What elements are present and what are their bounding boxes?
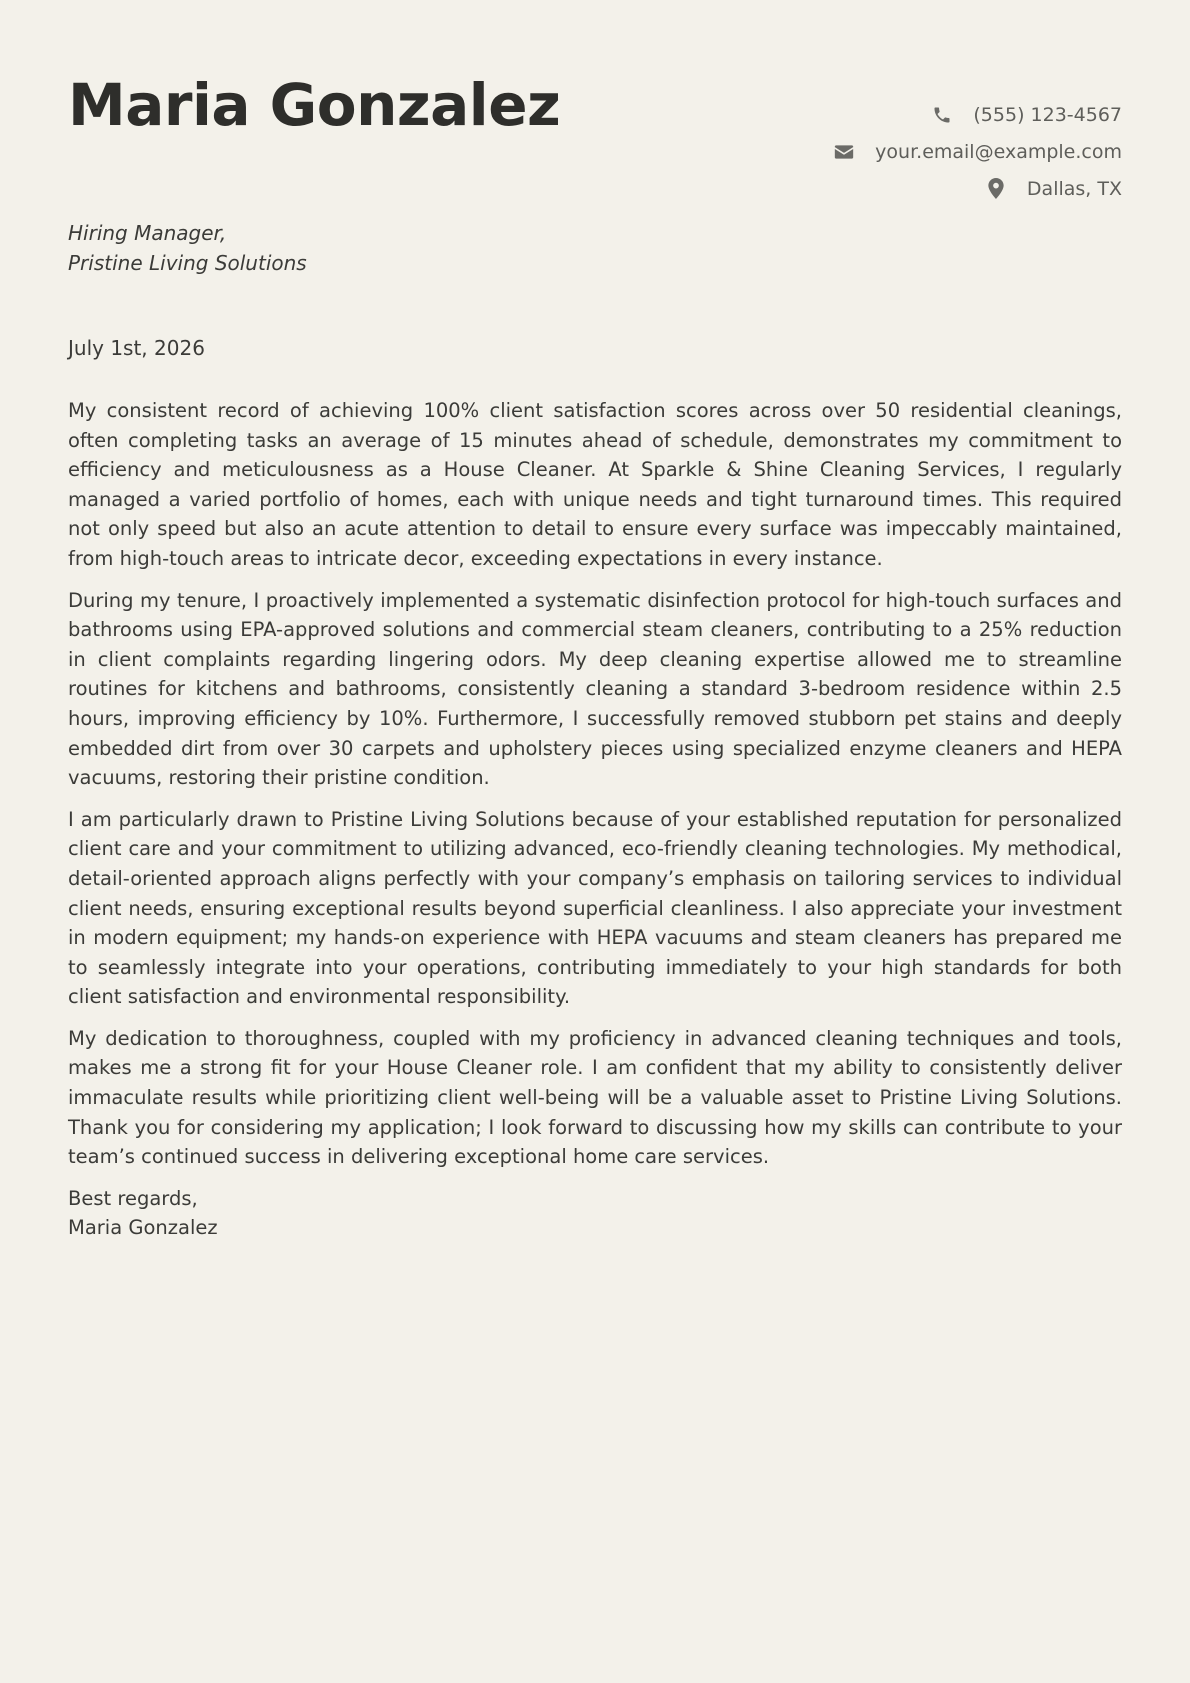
cover-letter-page — [68, 0, 1122, 1683]
letter-header — [68, 0, 1122, 210]
letter-body — [68, 396, 1122, 1243]
body-paragraph: I am particularly drawn to Pristine Living Solutions because of your established reputation for personalized client care and your commitment to utilizing advanced, eco-friendly cleaning technologies. My methodical, detail-oriented approach aligns perfectly with your company’s emphasis on tailoring services to individual client needs, ensuring exceptional results beyond superficial cleanliness. I also appreciate your investment in modern equipment; my hands-on experience with HEPA vacuums and steam cleaners has prepared me to seamlessly integrate into your operations, contributing immediately to your high standards for both client satisfaction and environmental responsibility. — [68, 807, 1122, 1009]
body-paragraph: My consistent record of achieving 100% client satisfaction scores across over 50 residential cleanings, often completing tasks an average of 15 minutes ahead of schedule, demonstrates my commitment to efficiency and meticulousness as a House Cleaner. At Sparkle & Shine Cleaning Services, I regularly managed a varied portfolio of homes, each with unique needs and tight turnaround times. This required not only speed but also an acute attention to detail to ensure every surface was impeccably maintained, from high-touch areas to intricate decor, exceeding expectations in every instance. — [68, 399, 1122, 570]
map-pin-icon — [985, 178, 1007, 200]
applicant-name: Maria Gonzalez — [68, 71, 561, 139]
contact-info — [833, 96, 1122, 207]
location-text: Dallas, TX — [1026, 177, 1122, 200]
phone-number: (555) 123-4567 — [973, 103, 1122, 126]
contact-location — [833, 170, 1122, 207]
recipient-company: Pristine Living Solutions — [68, 251, 307, 275]
closing-signature: Maria Gonzalez — [68, 1216, 218, 1240]
closing-salutation: Best regards, — [68, 1186, 198, 1210]
letter-closing — [68, 1184, 1122, 1243]
contact-phone — [833, 96, 1122, 133]
contact-email — [833, 133, 1122, 170]
recipient-title: Hiring Manager, — [68, 221, 227, 245]
letter-date: July 1st, 2026 — [68, 336, 205, 360]
phone-icon — [931, 104, 953, 126]
recipient-block — [68, 218, 307, 278]
envelope-icon — [833, 141, 855, 163]
email-address: your.email@example.com — [875, 140, 1122, 163]
body-paragraph: My dedication to thoroughness, coupled with my proficiency in advanced cleaning techniques and tools, makes me a strong fit for your House Cleaner role. I am confident that my ability to consistently deliver immaculate results while prioritizing client well-being will be a valuable asset to Pristine Living Solutions. Thank you for considering my application; I look forward to discussing how my skills can contribute to your team’s continued success in delivering exceptional home care services. — [68, 1026, 1122, 1169]
body-paragraph: During my tenure, I proactively implemented a systematic disinfection protocol for high-touch surfaces and bathrooms using EPA-approved solutions and commercial steam cleaners, contributing to a 25% reduction in client complaints regarding lingering odors. My deep cleaning expertise allowed me to streamline routines for kitchens and bathrooms, consistently cleaning a standard 3-bedroom residence within 2.5 hours, improving efficiency by 10%. Furthermore, I successfully removed stubborn pet stains and deeply embedded dirt from over 30 carpets and upholstery pieces using specialized enzyme cleaners and HEPA vacuums, restoring their pristine condition. — [68, 588, 1122, 790]
